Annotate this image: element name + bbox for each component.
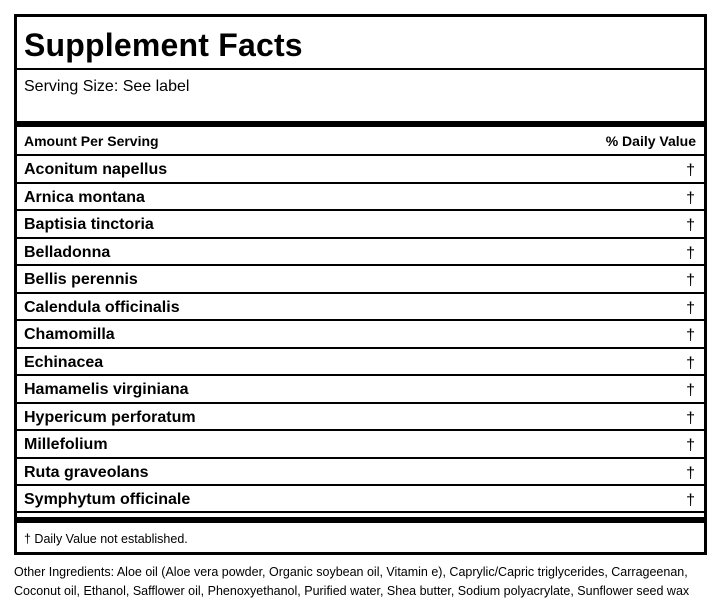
ingredient-dv: †: [686, 217, 695, 234]
ingredient-row: [17, 402, 704, 430]
ingredient-name: Echinacea: [24, 353, 104, 371]
ingredient-dv: †: [686, 354, 695, 372]
ingredient-dv: †: [686, 464, 695, 482]
thick-divider: [17, 121, 704, 127]
divider: [17, 511, 704, 513]
ingredient-dv: †: [686, 244, 695, 262]
ingredient-dv: †: [686, 327, 695, 344]
panel-title: Supplement Facts: [24, 27, 303, 63]
daily-value-header: % Daily Value: [605, 133, 696, 149]
supplement-facts-panel: [14, 14, 707, 555]
ingredient-name: Hamamelis virginiana: [24, 381, 189, 398]
ingredient-name: Hypericum perforatum: [24, 408, 196, 426]
ingredient-dv: †: [686, 437, 695, 454]
ingredient-dv: †: [686, 492, 695, 509]
ingredient-row: [17, 457, 704, 485]
ingredient-name: Symphytum officinale: [24, 491, 191, 508]
ingredient-list: [17, 154, 704, 512]
ingredient-name: Belladonna: [24, 243, 111, 261]
ingredient-row: [17, 429, 704, 457]
ingredient-name: Calendula officinalis: [24, 298, 180, 316]
ingredient-dv: †: [686, 272, 695, 289]
ingredient-row: [17, 182, 704, 210]
ingredient-dv: †: [686, 299, 695, 317]
ingredient-row: [17, 347, 704, 375]
thick-divider: [17, 517, 704, 523]
ingredient-row: [17, 264, 704, 292]
ingredient-name: Aconitum napellus: [24, 161, 168, 178]
ingredient-name: Millefolium: [24, 436, 108, 453]
ingredient-row: [17, 484, 704, 512]
ingredient-row: [17, 319, 704, 347]
ingredient-dv: †: [686, 189, 695, 207]
daily-value-footnote: † Daily Value not established.: [24, 532, 188, 546]
ingredient-name: Chamomilla: [24, 326, 115, 343]
ingredient-dv: †: [686, 409, 695, 427]
ingredient-name: Arnica montana: [24, 188, 145, 206]
ingredient-dv: †: [686, 162, 695, 179]
serving-size: Serving Size: See label: [24, 78, 190, 95]
divider: [17, 68, 704, 70]
amount-per-serving-header: Amount Per Serving: [24, 133, 159, 149]
ingredient-row: [17, 154, 704, 182]
ingredient-row: [17, 292, 704, 320]
other-ingredients: Other Ingredients: Aloe oil (Aloe vera powder, Organic soybean oil, Vitamin e), Caprylic/Capric triglycerides, Carrageenan, Coconut oil, Ethanol, Safflower oil, Phenoxyethanol, Purified water, Shea butter, Sodium polyacrylate, Sunflower seed wax: [14, 565, 690, 598]
ingredient-row: [17, 374, 704, 402]
ingredient-name: Bellis perennis: [24, 271, 138, 288]
ingredient-row: [17, 237, 704, 265]
ingredient-name: Ruta graveolans: [24, 463, 149, 481]
ingredient-row: [17, 209, 704, 237]
ingredient-dv: †: [686, 382, 695, 399]
ingredient-name: Baptisia tinctoria: [24, 216, 154, 233]
